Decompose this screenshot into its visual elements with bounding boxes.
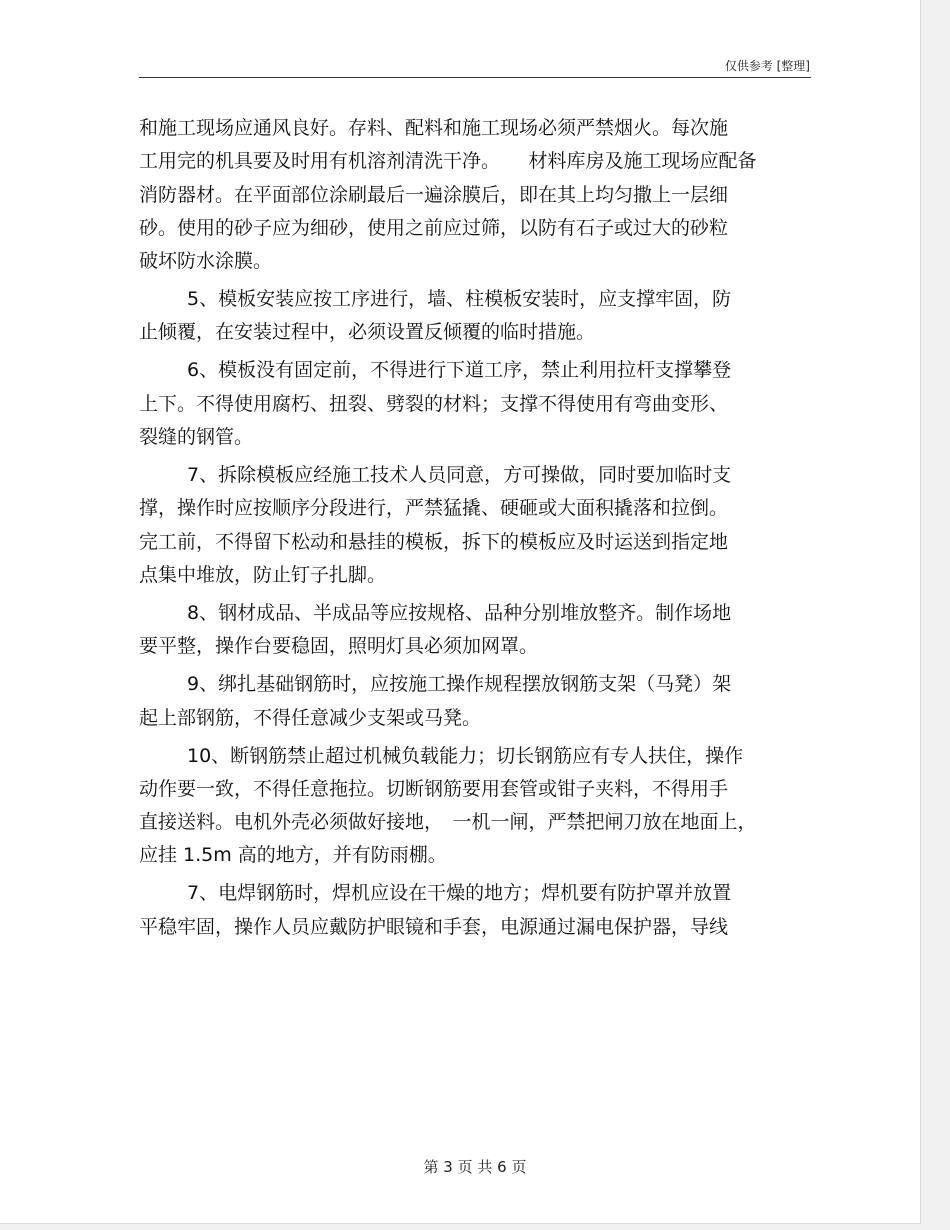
text-line: 直接送料。电机外壳必须做好接地， 一机一闸，严禁把闸刀放在地面上， [139, 811, 757, 834]
text-line: 8、钢材成品、半成品等应按规格、品种分别堆放整齐。制作场地 [187, 601, 732, 624]
paragraph [139, 670, 811, 731]
text-line: 裂缝的钢管。 [139, 426, 254, 449]
text-line: 起上部钢筋，不得任意减少支架或马凳。 [139, 706, 482, 729]
text-line: 7、拆除模板应经施工技术人员同意，方可操做，同时要加临时支 [187, 464, 732, 487]
text-line: 6、模板没有固定前，不得进行下道工序，禁止利用拉杆支撑攀登 [187, 359, 732, 382]
paragraph [139, 285, 811, 346]
text-line: 点集中堆放，防止钉子扎脚。 [139, 563, 387, 586]
text-line: 7、电焊钢筋时，焊机应设在干燥的地方；焊机要有防护罩并放置 [187, 882, 732, 905]
paragraph [139, 742, 811, 870]
paragraph [139, 114, 811, 275]
text-line: 5、模板安装应按工序进行，墙、柱模板安装时，应支撑牢固，防 [187, 288, 732, 311]
text-line: 上下。不得使用腐朽、扭裂、劈裂的材料；支撑不得使用有弯曲变形、 [139, 392, 729, 415]
text-line: 和施工现场应通风良好。存料、配料和施工现场必须严禁烟火。每次施 [139, 117, 729, 139]
text-line: 砂。使用的砂子应为细砂，使用之前应过筛，以防有石子或过大的砂粒 [139, 216, 729, 239]
text-line: 要平整，操作台要稳固，照明灯具必须加网罩。 [139, 635, 539, 658]
text-line: 应挂 1.5m 高的地方，并有防雨棚。 [139, 844, 447, 867]
text-line: 破坏防水涂膜。 [139, 250, 273, 273]
paragraph [139, 599, 811, 660]
text-line: 消防器材。在平面部位涂刷最后一遍涂膜后，即在其上均匀撒上一层细 [139, 183, 729, 206]
text-line: 工用完的机具要及时用有机溶剂清洗干净。 材料库房及施工现场应配备 [139, 150, 757, 173]
text-line: 平稳牢固，操作人员应戴防护眼镜和手套，电源通过漏电保护器，导线 [139, 915, 729, 938]
paragraph [139, 461, 811, 589]
header-divider [139, 77, 811, 78]
text-line: 动作要一致，不得任意拖拉。切断钢筋要用套管或钳子夹料，不得用手 [139, 777, 729, 800]
text-line: 止倾覆，在安装过程中，必须设置反倾覆的临时措施。 [139, 321, 596, 344]
text-line: 9、绑扎基础钢筋时，应按施工操作规程摆放钢筋支架（马凳）架 [187, 673, 732, 696]
page-footer: 第 3 页 共 6 页 [423, 1158, 527, 1176]
text-line: 10、断钢筋禁止超过机械负载能力；切长钢筋应有专人扶住，操作 [187, 744, 744, 767]
text-line: 撑，操作时应按顺序分段进行，严禁猛撬、硬砸或大面积撬落和拉倒。 [139, 497, 729, 520]
paragraph [139, 879, 811, 940]
document-body [139, 114, 811, 946]
text-line: 完工前，不得留下松动和悬挂的模板，拆下的模板应及时运送到指定地 [139, 530, 729, 553]
paragraph [139, 356, 811, 451]
page-header: 仅供参考 [整理] [724, 59, 810, 73]
